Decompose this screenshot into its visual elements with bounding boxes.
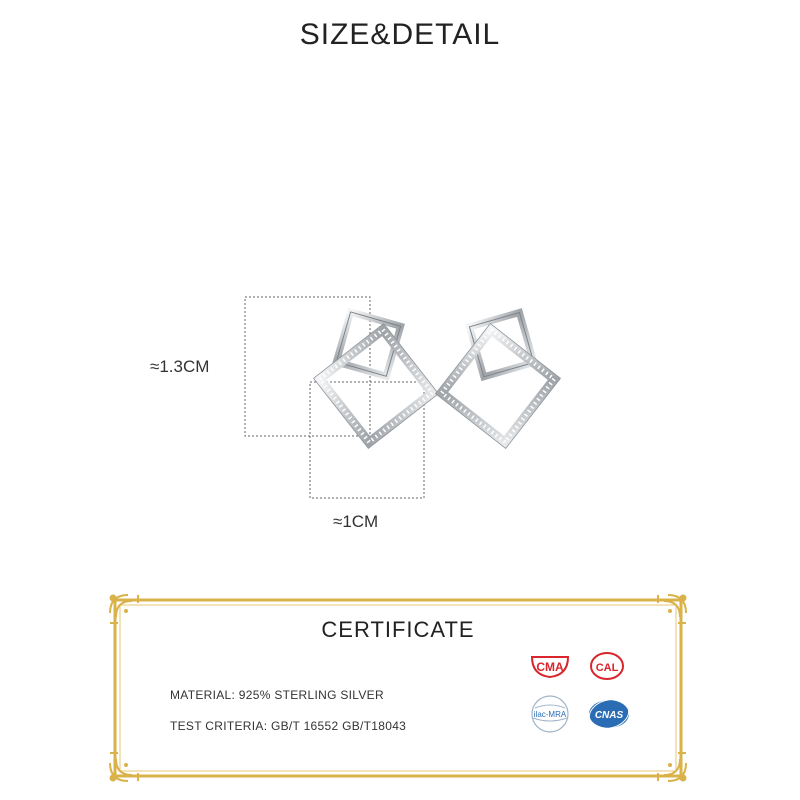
svg-text:CAL: CAL bbox=[595, 662, 619, 674]
certificate-panel bbox=[108, 593, 688, 783]
svg-text:CNAS: CNAS bbox=[594, 710, 624, 721]
page-title: SIZE&DETAIL bbox=[299, 18, 501, 51]
cnas-logo bbox=[586, 697, 632, 731]
right-earring bbox=[436, 312, 561, 448]
certificate-title: CERTIFICATE bbox=[321, 617, 475, 642]
cal-logo bbox=[588, 651, 626, 681]
height-dimension-label: ≈1.3CM bbox=[150, 357, 210, 376]
svg-text:ilac-MRA: ilac-MRA bbox=[533, 710, 567, 719]
test-criteria-line: TEST CRITERIA: GB/T 16552 GB/T18043 bbox=[170, 719, 407, 733]
material-line: MATERIAL: 925% STERLING SILVER bbox=[170, 688, 384, 702]
width-dimension-label: ≈1CM bbox=[333, 512, 379, 531]
cma-logo bbox=[528, 653, 572, 679]
ilac-mra-logo bbox=[525, 694, 575, 734]
svg-text:CMA: CMA bbox=[536, 660, 564, 674]
left-earring bbox=[314, 312, 439, 449]
